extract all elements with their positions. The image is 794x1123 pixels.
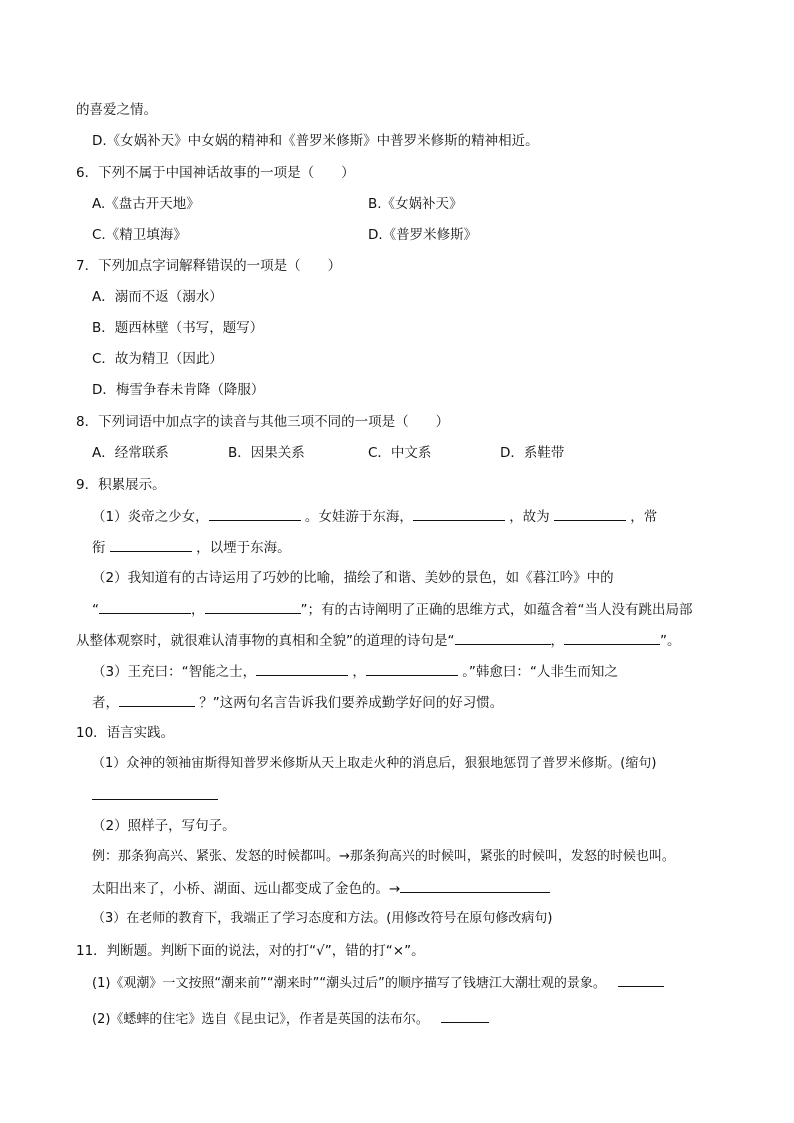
q9-p2-text-f: ”。 <box>660 633 681 649</box>
q11-part2 <box>92 1008 489 1030</box>
q11-part1 <box>92 972 664 994</box>
q10-part1: （1）众神的领袖宙斯得知普罗米修斯从天上取走火种的消息后，狠狠地惩罚了普罗米修斯。(缩句) <box>92 756 657 771</box>
q10-example: 例：那条狗高兴、紧张、发怒的时候都叫。→那条狗高兴的时候叫，紧张的时候叫，发怒的时候也叫。 <box>92 849 675 864</box>
q6-stem: 6．下列不属于中国神话故事的一项是（ ） <box>76 165 355 181</box>
q11-p1-text: (1)《观潮》一文按照“潮来前”“潮来时”“潮头过后”的顺序描写了钱塘江大潮壮观的景象。 <box>92 976 606 991</box>
q6-option-a: A.《盘古开天地》 <box>92 196 200 212</box>
q9-p1-text-a: （1）炎帝之少女， <box>92 509 209 525</box>
q9-part2-line1: （2）我知道有的古诗运用了巧妙的比喻，描绘了和谐、美妙的景色，如《暮江吟》中的 <box>92 570 614 586</box>
q11-stem: 11．判断题。判断下面的说法，对的打“√”，错的打“×”。 <box>76 943 425 959</box>
q9-p2-text-d: 从整体观察时，就很难认清事物的真相和全貌”的道理的诗句是“ <box>76 633 455 649</box>
q9-p3-blank-3[interactable] <box>119 692 195 707</box>
q7-stem: 7．下列加点字词解释错误的一项是（ ） <box>76 258 342 274</box>
q9-p2-blank-2[interactable] <box>205 599 301 614</box>
q8-option-c: C．中文系 <box>368 445 432 461</box>
q10-part1-answer <box>92 785 218 806</box>
q9-part1-line2 <box>92 537 291 558</box>
q11-p2-blank[interactable] <box>441 1008 489 1023</box>
q9-p3-text-c: 。”韩愈曰：“人非生而知之 <box>462 664 618 680</box>
q10-part2: （2）照样子，写句子。 <box>92 818 236 834</box>
q6-option-b: B.《女娲补天》 <box>368 196 463 212</box>
q5-option-d: D.《女娲补天》中女娲的精神和《普罗米修斯》中普罗米修斯的精神相近。 <box>92 133 539 149</box>
q9-part3-line1 <box>92 661 618 682</box>
q9-p3-text-b: ， <box>352 664 366 680</box>
q6-option-c: C.《精卫填海》 <box>92 227 187 243</box>
q9-p2-text-c: ”；有的古诗阐明了正确的思维方式，如蕴含着“当人没有跳出局部 <box>300 602 693 618</box>
q8-option-d: D．系鞋带 <box>500 445 565 461</box>
q9-p1-blank-1[interactable] <box>209 506 301 521</box>
q9-p3-text-d: 者， <box>92 695 119 711</box>
q9-p2-blank-4[interactable] <box>564 630 660 645</box>
q9-p3-text-a: （3）王充曰：“智能之士， <box>92 664 257 680</box>
q9-p1-blank-2[interactable] <box>413 506 505 521</box>
q10-task-text: 太阳出来了，小桥、湖面、远山都变成了金色的。→ <box>92 881 401 897</box>
q10-stem: 10．语言实践。 <box>76 725 175 741</box>
q8-stem: 8．下列词语中加点字的读音与其他三项不同的一项是（ ） <box>76 414 450 430</box>
q10-p1-blank[interactable] <box>92 785 218 800</box>
q10-task <box>92 878 550 899</box>
q9-part2-line3 <box>76 630 681 651</box>
q7-option-d: D．梅雪争春未肯降（降服） <box>92 382 265 398</box>
q9-p2-text-e: ， <box>550 633 564 649</box>
q8-option-a: A．经常联系 <box>92 445 169 461</box>
q10-task-blank[interactable] <box>400 878 550 893</box>
q9-p1-blank-4[interactable] <box>110 537 192 552</box>
q9-p2-text-a: “ <box>92 602 99 618</box>
q7-option-a: A．溺而不返（溺水） <box>92 289 223 305</box>
q9-p1-text-e: 衔 <box>92 540 106 556</box>
q9-p3-blank-1[interactable] <box>256 661 348 676</box>
q10-part3: （3）在老师的教育下，我端正了学习态度和方法。(用修改符号在原句修改病句) <box>92 911 553 926</box>
q8-option-b: B．因果关系 <box>228 445 305 461</box>
q9-p2-blank-1[interactable] <box>99 599 191 614</box>
q9-stem: 9．积累展示。 <box>76 477 166 493</box>
q7-option-b: B．题西林壁（书写，题写） <box>92 320 264 336</box>
q9-p3-text-e: ？”这两句名言告诉我们要养成勤学好问的好习惯。 <box>199 695 504 711</box>
q9-p3-blank-2[interactable] <box>366 661 458 676</box>
q9-p1-text-c: ，故为 <box>509 509 550 525</box>
q5-tail: 的喜爱之情。 <box>76 102 157 118</box>
q9-p1-blank-3[interactable] <box>554 506 626 521</box>
q9-p1-text-f: ，以堙于东海。 <box>196 540 291 556</box>
q9-p1-text-b: 。女娃游于东海， <box>304 509 413 525</box>
q9-part1-line1 <box>92 506 657 527</box>
q9-p1-text-d: ，常 <box>630 509 658 525</box>
q9-p2-text-b: ， <box>191 602 205 618</box>
q9-p2-blank-3[interactable] <box>455 630 551 645</box>
q11-p2-text: (2)《蟋蟀的住宅》选自《昆虫记》，作者是英国的法布尔。 <box>92 1012 429 1027</box>
q9-part3-line2 <box>92 692 503 713</box>
q6-option-d: D.《普罗米修斯》 <box>368 227 478 243</box>
q7-option-c: C．故为精卫（因此） <box>92 351 223 367</box>
q11-p1-blank[interactable] <box>618 972 664 987</box>
q9-part2-line2 <box>92 599 693 620</box>
